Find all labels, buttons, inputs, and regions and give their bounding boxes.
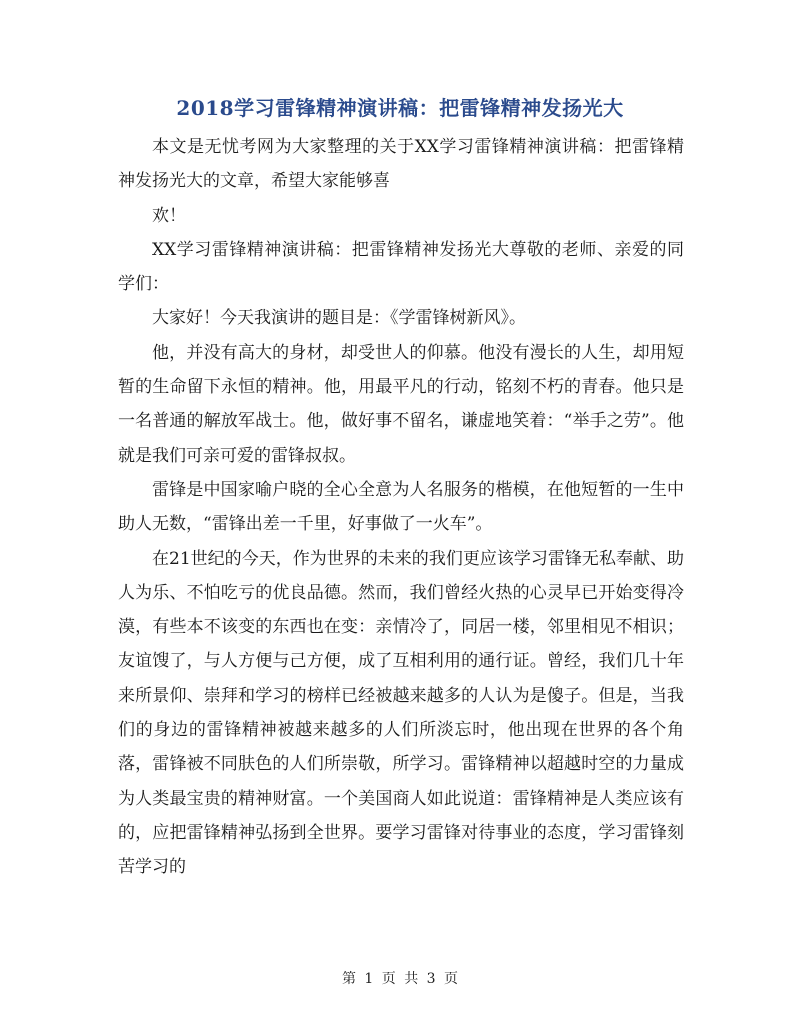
document-title: 2018学习雷锋精神演讲稿：把雷锋精神发扬光大 [176,96,624,120]
document-body [118,130,684,885]
paragraph-intro-end: 欢！ [152,205,186,226]
paragraph-body: 雷锋是中国家喻户晓的全心全意为人名服务的楷模，在他短暂的一生中助人无数，“雷锋出差一千里，好事做了一火车”。 [118,479,684,535]
paragraph-body: 在21世纪的今天，作为世界的未来的我们更应该学习雷锋无私奉献、助人为乐、不怕吃亏的优良品德。然而，我们曾经火热的心灵早已开始变得冷漠，有些本不该变的东西也在变：亲情冷了，同居一楼，邻里相见不相识；友谊馊了，与人方便与己方便，成了互相利用的通行证。曾经，我们几十年来所景仰、崇拜和学习的榜样已经被越来越多的人认为是傻子。但是，当我们的身边的雷锋精神被越来越多的人们所淡忘时，他出现在世界的各个角落，雷锋被不同肤色的人们所崇敬，所学习。雷锋精神以超越时空的力量成为人类最宝贵的精神财富。一个美国商人如此说道：雷锋精神是人类应该有的，应把雷锋精神弘扬到全世界。要学习雷锋对待事业的态度，学习雷锋刻苦学习的 [118,548,684,878]
paragraph-body: 他，并没有高大的身材，却受世人的仰慕。他没有漫长的人生，却用短暂的生命留下永恒的精神。他，用最平凡的行动，铭刻不朽的青春。他只是一名普通的解放军战士。他，做好事不留名，谦虚地笑着：“举手之劳”。他就是我们可亲可爱的雷锋叔叔。 [118,342,684,466]
paragraph-greeting: 大家好！今天我演讲的题目是：《学雷锋树新风》。 [152,308,526,329]
paragraph-salutation: XX学习雷锋精神演讲稿：把雷锋精神发扬光大尊敬的老师、亲爱的同学们： [118,239,684,295]
page-number-footer: 第 1 页 共 3 页 [341,971,459,987]
paragraph-intro: 本文是无忧考网为大家整理的关于XX学习雷锋精神演讲稿：把雷锋精神发扬光大的文章，希望大家能够喜 [118,137,684,192]
